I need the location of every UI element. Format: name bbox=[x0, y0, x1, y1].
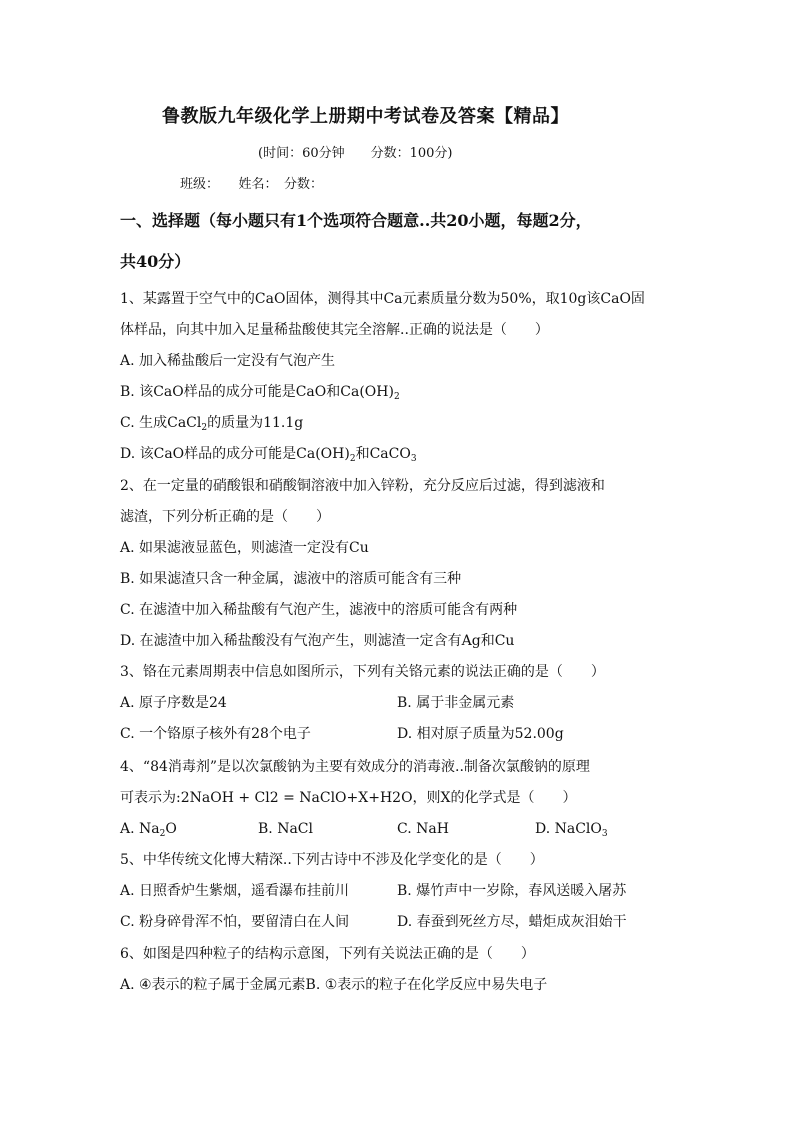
q4-stem-line1: 4、“84消毒剂”是以次氯酸钠为主要有效成分的消毒液..制备次氯酸钠的原理 bbox=[120, 759, 590, 775]
q6-options-ab: A. ④表示的粒子属于金属元素B. ①表示的粒子在化学反应中易失电子 bbox=[120, 977, 548, 993]
q5-stem: 5、中华传统文化博大精深..下列古诗中不涉及化学变化的是（ ） bbox=[120, 852, 544, 868]
q1-option-b bbox=[120, 383, 400, 401]
q1-option-a: A. 加入稀盐酸后一定没有气泡产生 bbox=[120, 353, 336, 369]
section-heading-line1: 一、选择题（每小题只有1个选项符合题意..共20小题，每题2分， bbox=[120, 211, 592, 230]
q5-option-a: A. 日照香炉生紫烟，遥看瀑布挂前川 bbox=[120, 883, 350, 899]
q2-option-c: C. 在滤渣中加入稀盐酸有气泡产生，滤液中的溶质可能含有两种 bbox=[120, 602, 518, 618]
section-heading-line2: 共40分） bbox=[120, 252, 191, 271]
q1-option-c-subscript: 2 bbox=[201, 423, 208, 433]
q4-option-a-subscript: 2 bbox=[159, 829, 166, 839]
q1-option-c-text: C. 生成CaCl bbox=[120, 415, 202, 431]
q4-option-a bbox=[120, 820, 177, 838]
q1-stem-line1: 1、某露置于空气中的CaO固体，测得其中Ca元素质量分数为50%，取10g该CaO固 bbox=[120, 291, 645, 307]
q1-option-c-text-end: 的质量为11.1g bbox=[207, 415, 304, 431]
q6-stem: 6、如图是四种粒子的结构示意图，下列有关说法正确的是（ ） bbox=[120, 946, 535, 962]
student-info-fields: 班级： 姓名： 分数： bbox=[180, 177, 324, 192]
q1-option-d bbox=[120, 445, 417, 463]
q4-option-c: C. NaH bbox=[397, 821, 449, 837]
q2-stem-line2: 滤渣，下列分析正确的是（ ） bbox=[120, 509, 330, 525]
q5-option-b: B. 爆竹声中一岁除，春风送暖入屠苏 bbox=[397, 883, 627, 899]
q4-option-d bbox=[535, 820, 608, 838]
exam-time-score: (时间：60分钟 分数：100分) bbox=[258, 146, 453, 161]
q3-option-b: B. 属于非金属元素 bbox=[397, 695, 515, 711]
q4-stem-line2: 可表示为:2NaOH + Cl2 = NaClO+X+H2O，则X的化学式是（ ） bbox=[120, 790, 577, 806]
q5-option-d: D. 春蚕到死丝方尽，蜡炬成灰泪始干 bbox=[397, 914, 627, 930]
q2-stem-line1: 2、在一定量的硝酸银和硝酸铜溶液中加入锌粉，充分反应后过滤，得到滤液和 bbox=[120, 478, 605, 494]
q3-option-c: C. 一个铬原子核外有28个电子 bbox=[120, 726, 311, 742]
q1-option-d-subscript1: 2 bbox=[349, 454, 356, 464]
q4-option-a-text: A. Na bbox=[120, 821, 160, 837]
q1-option-b-text: B. 该CaO样品的成分可能是CaO和Ca(OH) bbox=[120, 384, 394, 400]
q3-option-a: A. 原子序数是24 bbox=[120, 695, 227, 711]
q5-option-c: C. 粉身碎骨浑不怕，要留清白在人间 bbox=[120, 914, 350, 930]
q4-option-a-text-end: O bbox=[165, 821, 177, 837]
q1-option-d-text-mid: 和CaCO bbox=[355, 446, 411, 462]
q3-option-d: D. 相对原子质量为52.00g bbox=[397, 726, 564, 742]
q2-option-d: D. 在滤渣中加入稀盐酸没有气泡产生，则滤渣一定含有Ag和Cu bbox=[120, 633, 515, 649]
q1-option-b-subscript: 2 bbox=[393, 392, 400, 402]
page-title: 鲁教版九年级化学上册期中考试卷及答案【精品】 bbox=[162, 106, 569, 127]
q1-stem-line2: 体样品，向其中加入足量稀盐酸使其完全溶解..正确的说法是（ ） bbox=[120, 322, 549, 338]
q1-option-d-subscript2: 3 bbox=[410, 454, 417, 464]
q1-option-c bbox=[120, 414, 303, 432]
q2-option-b: B. 如果滤渣只含一种金属，滤液中的溶质可能含有三种 bbox=[120, 571, 462, 587]
q1-option-d-text: D. 该CaO样品的成分可能是Ca(OH) bbox=[120, 446, 350, 462]
q3-stem: 3、铬在元素周期表中信息如图所示，下列有关铬元素的说法正确的是（ ） bbox=[120, 664, 605, 680]
q4-option-d-text: D. NaClO bbox=[535, 821, 602, 837]
q4-option-b: B. NaCl bbox=[258, 821, 313, 837]
q4-option-d-subscript: 3 bbox=[601, 829, 608, 839]
q2-option-a: A. 如果滤液显蓝色，则滤渣一定没有Cu bbox=[120, 540, 369, 556]
